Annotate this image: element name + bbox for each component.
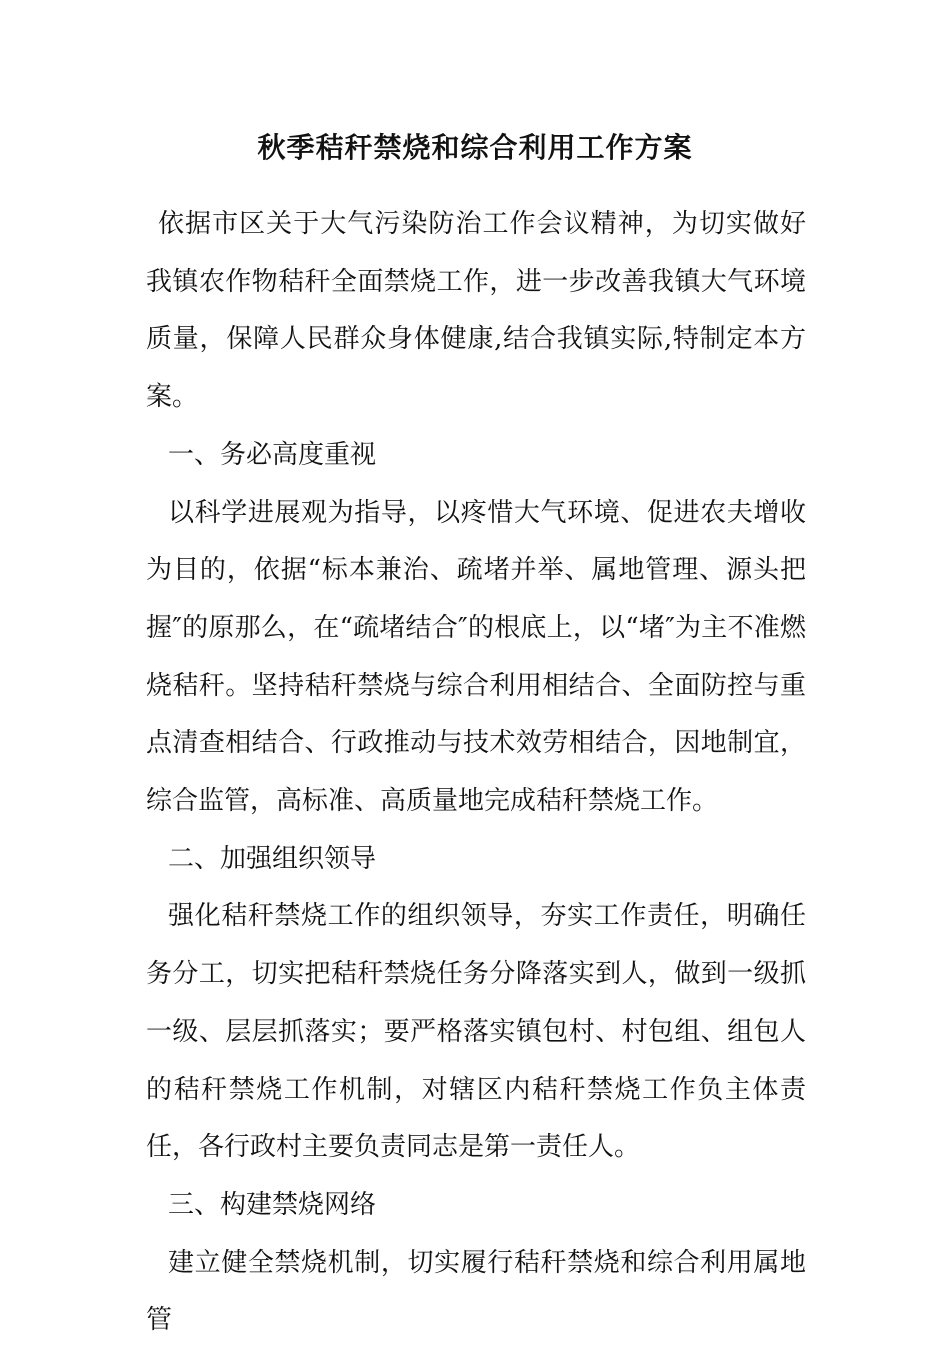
section-heading-3: 三、构建禁烧网络 [168,1189,377,1220]
section-heading-1: 一、务必高度重视 [168,439,377,470]
section-paragraph-1: 以科学进展观为指导，以疼惜大气环境、促进农夫增收为目的，依据“标本兼治、疏堵并举、属地管理、源头把握″的原那么，在“疏堵结合″的根底上，以“堵″为主不准燃烧秸秆。坚持秸秆禁烧与综合利用相结合、全面防控与重点清查相结合、行政推动与技术效劳相结合，因地制宜，综合监管，高标准、高质量地完成秸秆禁烧工作。 [146,497,806,817]
document-body [146,196,806,1350]
document-title: 秋季秸秆禁烧和综合利用工作方案 [257,131,693,164]
section-paragraph-3: 建立健全禁烧机制，切实履行秸秆禁烧和综合利用属地管 [146,1247,806,1336]
section-paragraph-2: 强化秸秆禁烧工作的组织领导，夯实工作责任，明确任务分工，切实把秸秆禁烧任务分降落实到人，做到一级抓一级、层层抓落实；要严格落实镇包村、村包组、组包人的秸秆禁烧工作机制，对辖区内秸秆禁烧工作负主体责任，各行政村主要负责同志是第一责任人。 [146,901,806,1163]
section-heading-2: 二、加强组织领导 [168,843,377,874]
intro-paragraph: 依据市区关于大气污染防治工作会议精神，为切实做好我镇农作物秸秆全面禁烧工作，进一步改善我镇大气环境质量，保障人民群众身体健康,结合我镇实际,特制定本方案。 [146,209,806,413]
